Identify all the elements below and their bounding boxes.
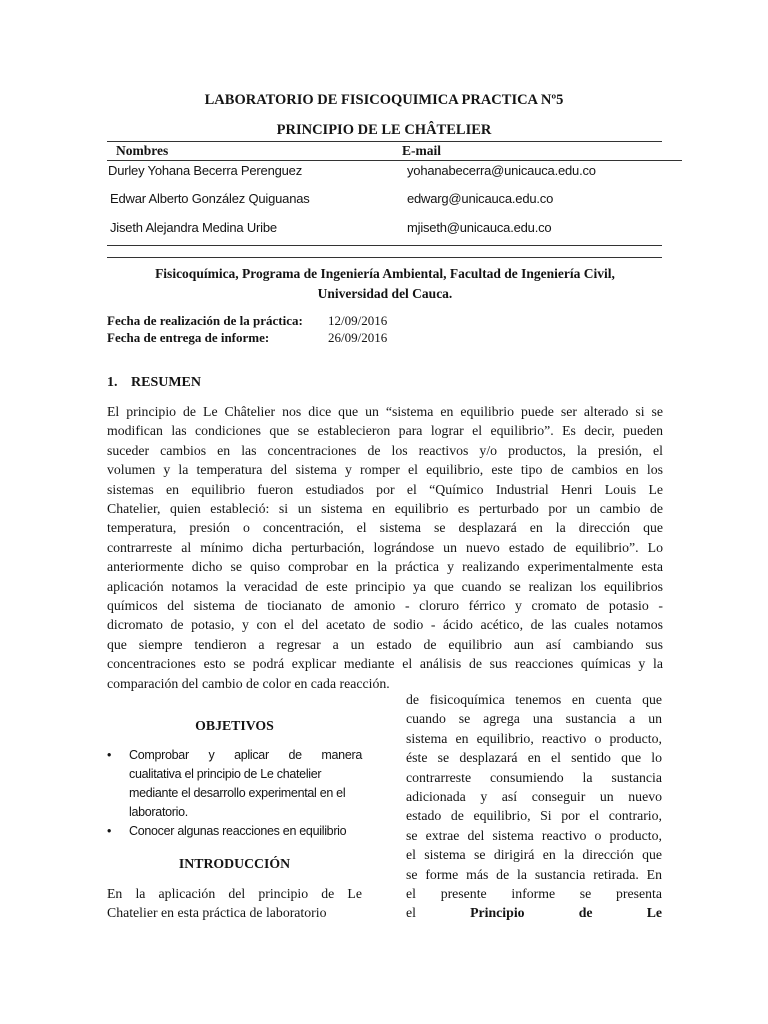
table-header-nombres: Nombres [116,143,169,158]
section-heading-introduccion: INTRODUCCIÓN [178,856,291,871]
paragraph-line: químicos del sistema de tiocianato de amonio - cloruro férrico y cromato de potasio - [107,598,663,614]
paragraph-line: sistemas en equilibrio fueron estudiados por el “Químico Industrial Henri Louis Le [107,481,663,497]
table-header-rule [107,160,682,161]
paragraph-line: dicromato de potasio, y con el del acetato de sodio - ácido acético, de las cuales notamos [107,617,663,633]
bullet-icon: • [107,824,112,838]
paragraph-line: éste se desplazará en el sentido que lo [406,750,662,766]
institution-line: Universidad del Cauca. [317,286,453,301]
paragraph-line: temperatura, presión o concentración, el sistema se desplazará en la dirección que [107,520,663,536]
institution-line: Fisicoquímica, Programa de Ingeniería Ambiental, Facultad de Ingeniería Civil, [155,266,615,281]
paragraph-line: aplicación notamos la veracidad de este principio ya que cuando se realizan los equilibrios [107,578,663,594]
paragraph-line: modifican las condiciones que se establecieron para lograr el equilibrio”. Es decir, pueden [107,423,663,439]
table-top-rule [107,141,662,142]
paragraph-line: volumen y la temperatura del sistema y romper el equilibrio, este tipo de cambios en los [107,462,663,478]
paragraph-line: En la aplicación del principio de Le [107,886,362,901]
bullet-icon: • [107,748,112,762]
paragraph-line: sistema en equilibrio, reactivo o producto, [406,730,662,746]
text-prefix: el [406,905,471,921]
paragraph-line: contrarreste al mínimo dicha perturbación, lográndose un nuevo estado de equilibrio”. Lo [107,539,663,555]
author-name: Edwar Alberto González Quiguanas [110,191,310,206]
paragraph-line: el sistema se dirigirá en la dirección que [406,847,662,863]
date-value: 12/09/2016 [328,313,388,328]
resumen-paragraph [107,402,663,693]
date-label: Fecha de entrega de informe: [107,330,270,345]
paragraph-line: adicionada y así conseguir un nuevo [406,789,662,805]
author-email: mjiseth@unicauca.edu.co [407,220,552,235]
paragraph-line: cuando se agrega una sustancia a un [406,711,662,727]
introduccion-paragraph [107,884,362,923]
paragraph-line: se forme más de la sustancia retirada. En [406,866,662,882]
date-value: 26/09/2016 [328,330,388,345]
bold-word: de [578,905,593,921]
section-heading-resumen [107,375,201,391]
list-item [107,746,362,822]
objetivos-list [107,746,362,841]
list-item-line: mediante el desarrollo experimental en el [129,786,346,800]
section-heading-objetivos: OBJETIVOS [195,718,274,733]
paragraph-line: que siempre tendieron a regresar a un estado de equilibrio aun así cambiando sus [107,636,663,652]
paragraph-line: se extrae del sistema reactivo o producto, [406,827,662,843]
list-item-line: Comprobar y aplicar de manera [129,748,362,762]
paragraph-line: Chatelier, quien estableció: si un sistema en equilibrio es perturbado por un cambio de [107,501,663,517]
paragraph-line: estado de equilibrio, Si por el contrario, [406,808,662,824]
author-name: Durley Yohana Becerra Perenguez [108,163,302,178]
list-item-line: laboratorio. [129,805,188,819]
section-title: RESUMEN [131,375,202,390]
separator-rule [107,257,662,258]
paragraph-line-bold [406,903,662,922]
bold-word: Principio [470,905,525,921]
paragraph-line: concentraciones esto se podrá explicar mediante el análisis de sus reacciones químicas y la [107,656,663,672]
date-realizacion [107,312,387,330]
list-item-line: Conocer algunas reacciones en equilibrio [129,824,347,838]
author-email: edwarg@unicauca.edu.co [407,191,554,206]
paragraph-line: comparación del cambio de color en cada reacción. [107,675,390,691]
paragraph-line: El principio de Le Châtelier nos dice que un “sistema en equilibrio puede ser alterado si se [107,404,663,419]
date-entrega [107,329,387,347]
paragraph-line: Chatelier en esta práctica de laboratorio [107,905,327,921]
document-subtitle: PRINCIPIO DE LE CHÂTELIER [276,122,492,138]
list-item-line: cualitativa el principio de Le chatelier [129,767,322,781]
paragraph-line: de fisicoquímica tenemos en cuenta que [406,692,662,707]
paragraph-line: contrarreste consumiendo la sustancia [406,769,662,785]
bold-word: Le [646,905,663,921]
paragraph-line: anteriormente dicho se quiso comprobar en la práctica y realizando experimentalmente esta [107,559,663,575]
author-name: Jiseth Alejandra Medina Uribe [110,220,277,235]
paragraph-line: suceder cambios en las concentraciones de los reactivos y/o productos, la presión, el [107,442,663,458]
paragraph-line: el presente informe se presenta [406,886,662,902]
date-label: Fecha de realización de la práctica: [107,313,303,328]
section-number: 1. [107,375,118,390]
document-title: LABORATORIO DE FISICOQUIMICA PRACTICA Nº5 [204,92,564,108]
author-email: yohanabecerra@unicauca.edu.co [407,163,596,178]
list-item [107,822,362,841]
table-header-email: E-mail [402,143,441,158]
table-bottom-rule [107,245,662,246]
right-column-paragraph [406,690,662,923]
